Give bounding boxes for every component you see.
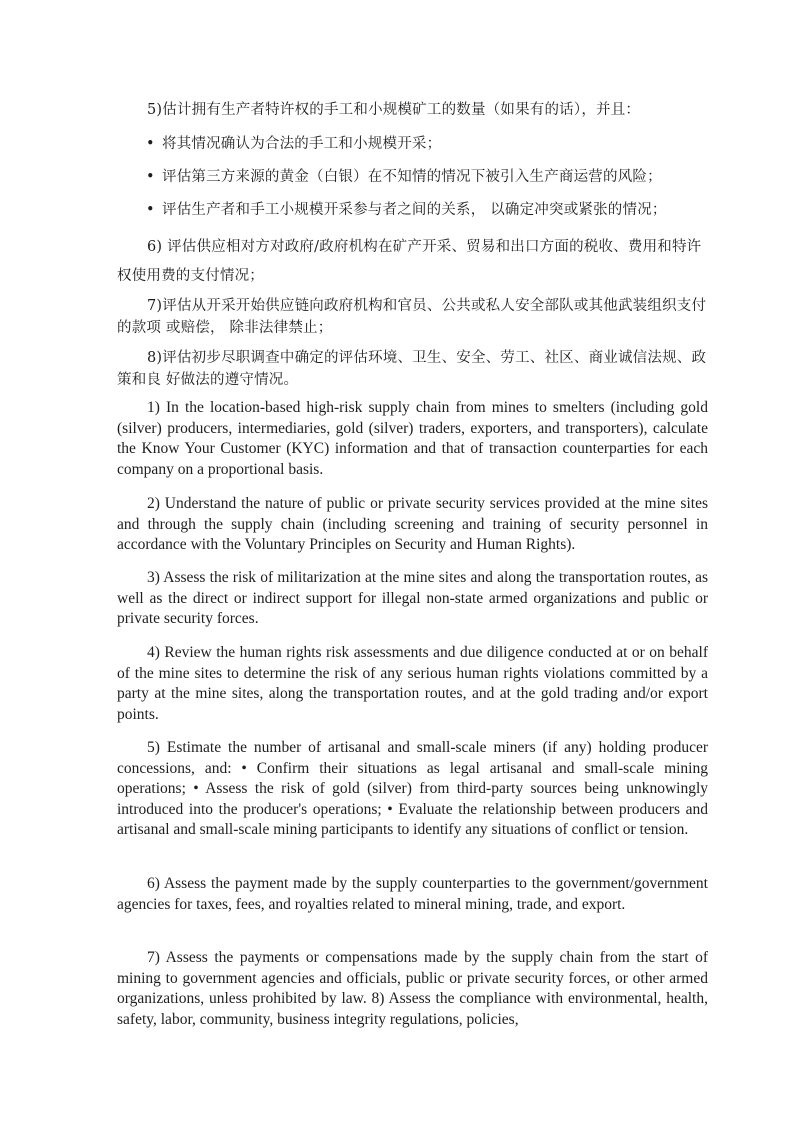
cn-paragraph-6: 6) 评估供应相对方对政府/政府机构在矿产开采、贸易和出口方面的税收、费用和特许权使用费的支付情况； [117, 239, 702, 284]
cn-bullet-item: • 评估生产者和手工小规模开采参与者之间的关系， 以确定冲突或紧张的情况； [140, 199, 730, 221]
cn-bullet-item: • 将其情况确认为合法的手工和小规模开采； [140, 133, 730, 155]
en-paragraph-3: 3) Assess the risk of militarization at the mine sites and along the transportation routes, as well as the direct or indirect support for illegal non-state armed organizations and public or private security forces. [117, 569, 708, 627]
cn-paragraph-7: 7)评估从开采开始供应链向政府机构和官员、公共或私人安全部队或其他武装组织支付的款项 或赔偿， 除非法律禁止； [117, 298, 707, 336]
en-paragraph-7-8: 7) Assess the payments or compensations made by the supply chain from the start of mining to government agencies and officials, public or private security forces, or other armed organizations, unless prohibited by law. 8) Assess the compliance with environmental, health, safety, labor, community, business integrity regulations, policies, [117, 949, 708, 1028]
cn-paragraph-5-intro: 5)估计拥有生产者特许权的手工和小规模矿工的数量（如果有的话），并且： [147, 102, 641, 118]
en-paragraph-6: 6) Assess the payment made by the supply counterparties to the government/government agencies for taxes, fees, and royalties related to mineral mining, trade, and export. [117, 875, 708, 913]
en-paragraph-1: 1) In the location-based high-risk supply chain from mines to smelters (including gold (silver) producers, intermediaries, gold (silver) traders, exporters, and transporters), calculate the Know Your Customer (KYC) information and that of transaction counterparties for each company on a proportional basis. [117, 399, 708, 478]
cn-bullet-item: • 评估第三方来源的黄金（白银）在不知情的情况下被引入生产商运营的风险； [140, 166, 730, 188]
en-paragraph-5: 5) Estimate the number of artisanal and small-scale miners (if any) holding producer concessions, and: • Confirm their situations as legal artisanal and small-scale mining operations; • Assess the risk of gold (silver) from third-party sources being unknowingly introduced into the producer's operations; • Evaluate the relationship between producers and artisanal and small-scale mining participants to identify any situations of conflict or tension. [117, 739, 708, 838]
cn-paragraph-8: 8)评估初步尽职调查中确定的评估环境、卫生、安全、劳工、社区、商业诚信法规、政策和良 好做法的遵守情况。 [117, 350, 707, 388]
en-paragraph-4: 4) Review the human rights risk assessments and due diligence conducted at or on behalf of the mine sites to determine the risk of any serious human rights violations committed by a party at the mine sites, along the transportation routes, and at the gold trading and/or export points. [117, 644, 708, 723]
en-paragraph-2: 2) Understand the nature of public or private security services provided at the mine sites and through the supply chain (including screening and training of security personnel in accordance with the Voluntary Principles on Security and Human Rights). [117, 495, 708, 553]
